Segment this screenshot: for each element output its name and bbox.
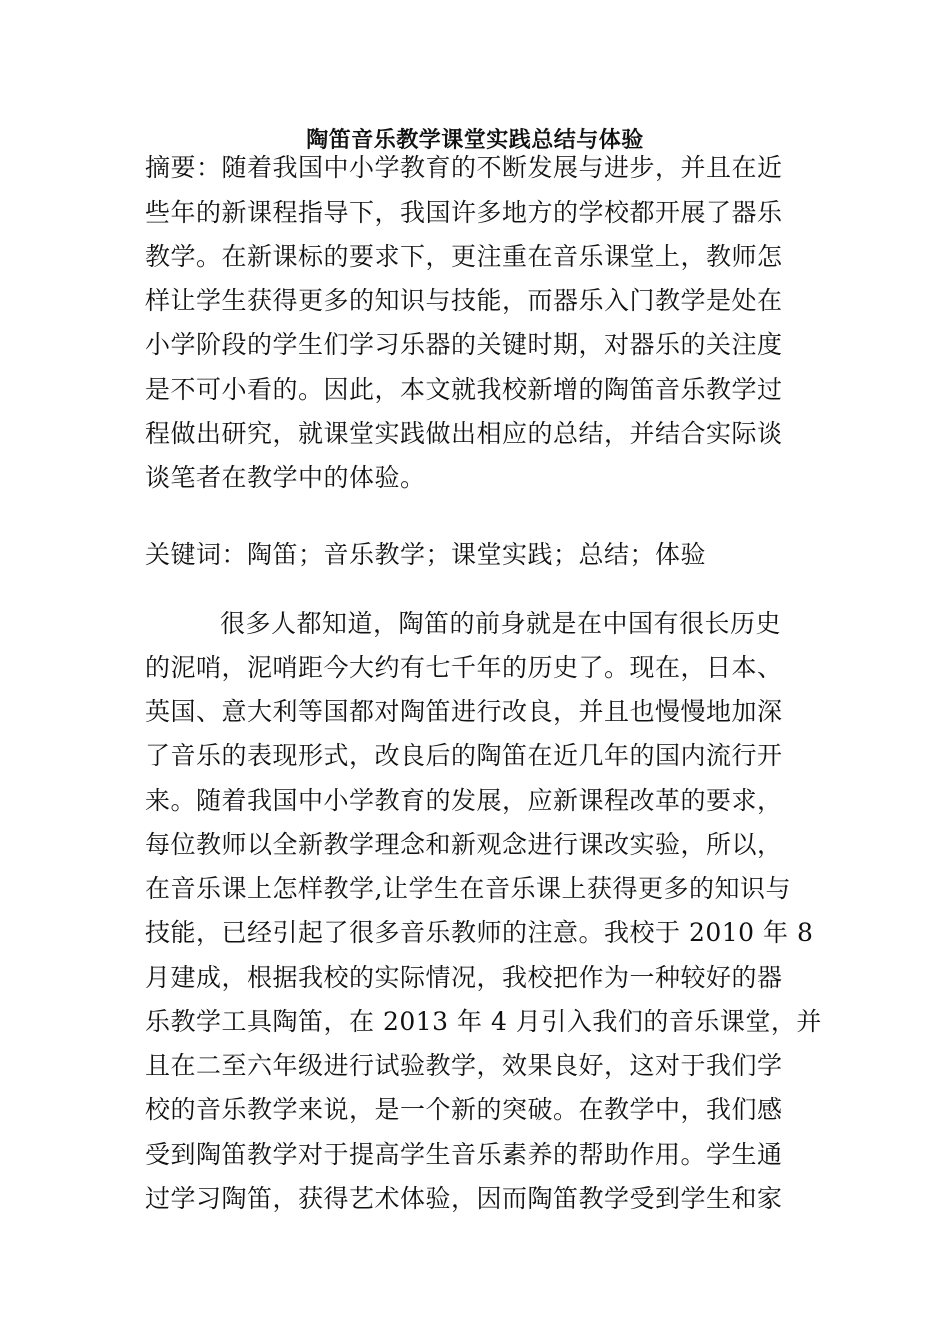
body-line-6: 每位教师以全新教学理念和新观念进行课改实验，所以， [145,830,783,859]
body-line-12: 校的音乐教学来说，是一个新的突破。在教学中，我们感 [145,1095,783,1124]
body-line-13: 受到陶笛教学对于提高学生音乐素养的帮助作用。学生通 [145,1140,783,1169]
body-line-11: 且在二至六年级进行试验教学，效果良好，这对于我们学 [145,1051,783,1080]
abstract-line-5: 小学阶段的学生们学习乐器的关键时期，对器乐的关注度 [145,330,783,359]
body-line-14: 过学习陶笛，获得艺术体验，因而陶笛教学受到学生和家 [145,1184,783,1213]
abstract-line-1: 摘要：随着我国中小学教育的不断发展与进步，并且在近 [145,153,783,182]
document-title: 陶笛音乐教学课堂实践总结与体验 [306,127,644,153]
body-line-7: 在音乐课上怎样教学,让学生在音乐课上获得更多的知识与 [145,874,791,903]
abstract-line-7: 程做出研究，就课堂实践做出相应的总结，并结合实际谈 [145,419,783,448]
body-line-5: 来。随着我国中小学教育的发展，应新课程改革的要求， [145,786,783,815]
abstract-line-8: 谈笔者在教学中的体验。 [145,463,426,492]
body-line-4: 了音乐的表现形式，改良后的陶笛在近几年的国内流行开 [145,741,783,770]
abstract-line-4: 样让学生获得更多的知识与技能，而器乐入门教学是处在 [145,286,783,315]
body-line-1: 很多人都知道，陶笛的前身就是在中国有很长历史 [220,609,782,638]
body-line-8: 技能，已经引起了很多音乐教师的注意。我校于 2010 年 8 [145,918,814,947]
body-line-3: 英国、意大利等国都对陶笛进行改良，并且也慢慢地加深 [145,697,783,726]
body-line-10: 乐教学工具陶笛，在 2013 年 4 月引入我们的音乐课堂，并 [145,1007,822,1036]
body-line-9: 月建成，根据我校的实际情况，我校把作为一种较好的器 [145,963,783,992]
abstract-line-3: 教学。在新课标的要求下，更注重在音乐课堂上，教师怎 [145,242,783,271]
keywords-line: 关键词：陶笛；音乐教学；课堂实践；总结；体验 [145,540,707,569]
body-line-2: 的泥哨，泥哨距今大约有七千年的历史了。现在，日本、 [145,653,783,682]
abstract-line-2: 些年的新课程指导下，我国许多地方的学校都开展了器乐 [145,198,783,227]
abstract-line-6: 是不可小看的。因此，本文就我校新增的陶笛音乐教学过 [145,375,783,404]
